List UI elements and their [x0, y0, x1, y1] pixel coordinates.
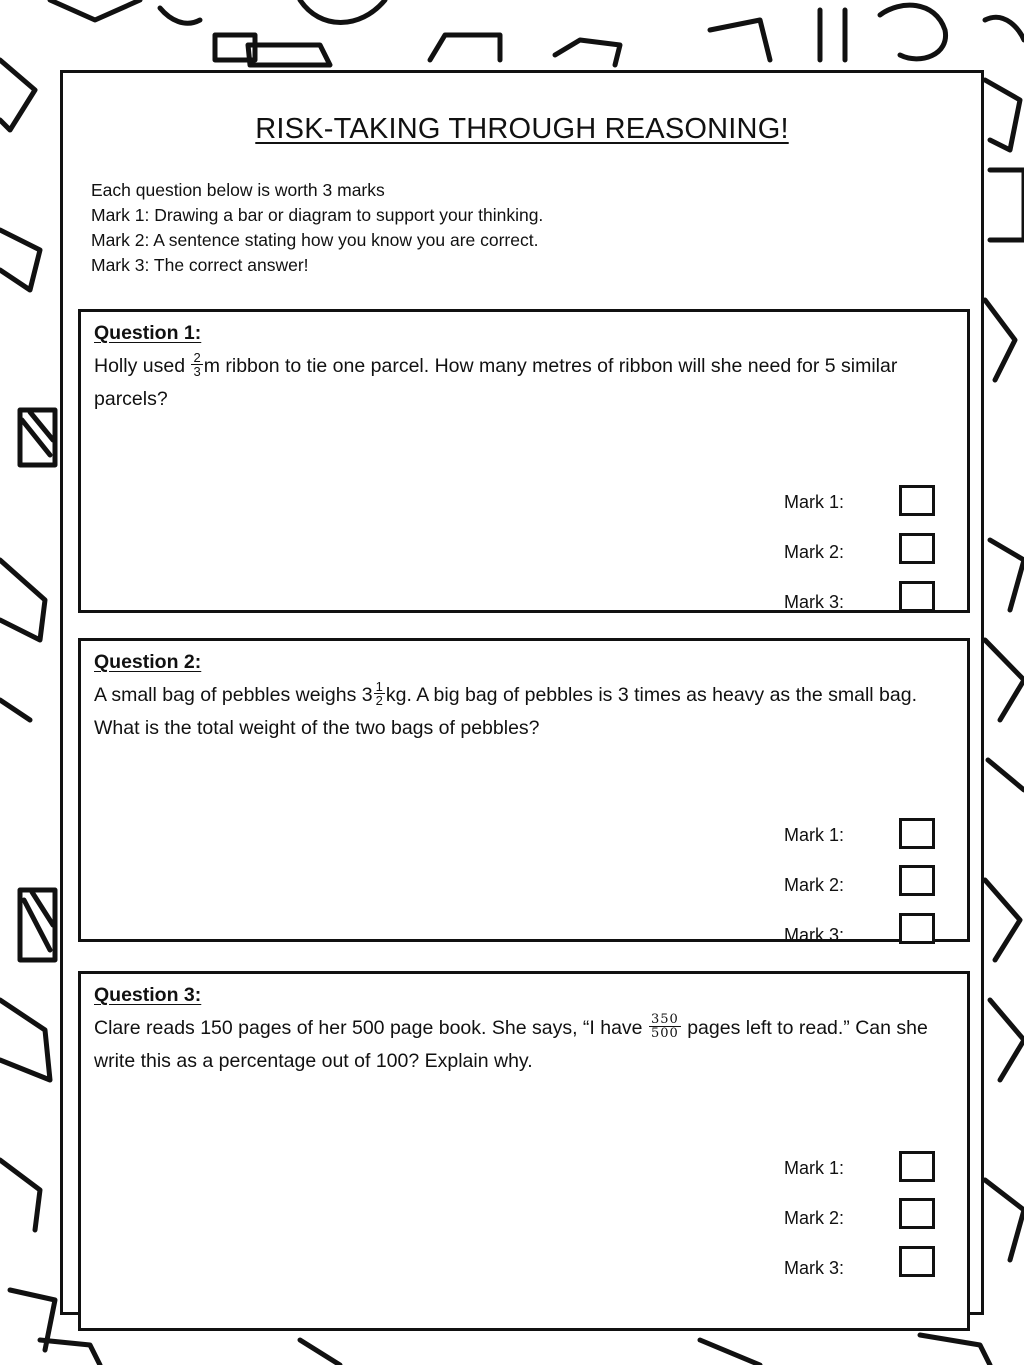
question-text-part: m ribbon to tie one parcel. How many metres of ribbon will she need for 5 similar parcels? [94, 355, 898, 410]
instruction-line: Mark 2: A sentence stating how you know you are correct. [91, 230, 539, 250]
mark-2-label: Mark 2: [784, 875, 845, 895]
fraction-denominator: 500 [650, 1026, 679, 1042]
fraction-numerator: 2 [193, 350, 201, 366]
question-3-text [94, 1012, 955, 1078]
question-2-box[interactable] [78, 638, 970, 945]
page-title-text: RISK-TAKING THROUGH REASONING! [255, 113, 789, 145]
mark-1-checkbox[interactable] [899, 485, 935, 516]
question-3-heading: Question 3: [94, 984, 202, 1006]
mark-2-checkbox[interactable] [899, 1198, 935, 1229]
mark-3-checkbox[interactable] [899, 581, 935, 612]
question-2-text [94, 679, 955, 745]
question-2-heading: Question 2: [94, 651, 202, 673]
mark-3-checkbox[interactable] [899, 913, 935, 944]
fraction [649, 1013, 681, 1040]
question-text-part: pages left to read.” Can she write this as a percentage out of 100? Explain why. [94, 1017, 928, 1072]
fraction-denominator: 2 [375, 693, 383, 709]
instruction-line: Mark 3: The correct answer! [91, 255, 309, 275]
mark-2-checkbox[interactable] [899, 865, 935, 896]
mark-2-label: Mark 2: [784, 542, 845, 562]
fraction-numerator: 1 [375, 679, 383, 695]
question-3-box[interactable] [78, 971, 970, 1331]
instruction-line: Each question below is worth 3 marks [91, 180, 385, 200]
mark-3-label: Mark 3: [784, 592, 845, 612]
mark-1-label: Mark 1: [784, 825, 845, 845]
mark-1-label: Mark 1: [784, 1158, 845, 1178]
fraction-denominator: 3 [193, 364, 201, 380]
fraction [191, 351, 202, 378]
mark-2-checkbox[interactable] [899, 533, 935, 564]
question-text-part: kg. A big bag of pebbles is 3 times as heavy as the small bag. What is the total weight of the two bags of pebbles? [94, 684, 917, 739]
fraction [374, 680, 385, 707]
fraction-numerator: 350 [650, 1012, 679, 1028]
question-text-part: A small bag of pebbles weighs [94, 684, 362, 706]
question-text-part: Holly used [94, 355, 191, 377]
mark-1-checkbox[interactable] [899, 818, 935, 849]
mark-1-label: Mark 1: [784, 492, 845, 512]
fraction-whole: 3 [361, 684, 373, 706]
question-1-box[interactable] [78, 309, 970, 613]
mark-1-checkbox[interactable] [899, 1151, 935, 1182]
mark-2-label: Mark 2: [784, 1208, 845, 1228]
question-1-heading: Question 1: [94, 322, 202, 344]
instructions [91, 178, 543, 278]
instruction-line: Mark 1: Drawing a bar or diagram to support your thinking. [91, 205, 544, 225]
question-1-text [94, 350, 955, 416]
mark-3-checkbox[interactable] [899, 1246, 935, 1277]
question-text-part: Clare reads 150 pages of her 500 page book. She says, “I have [94, 1017, 648, 1039]
page-title [63, 113, 981, 146]
mark-3-label: Mark 3: [784, 1258, 845, 1278]
mark-3-label: Mark 3: [784, 925, 845, 945]
